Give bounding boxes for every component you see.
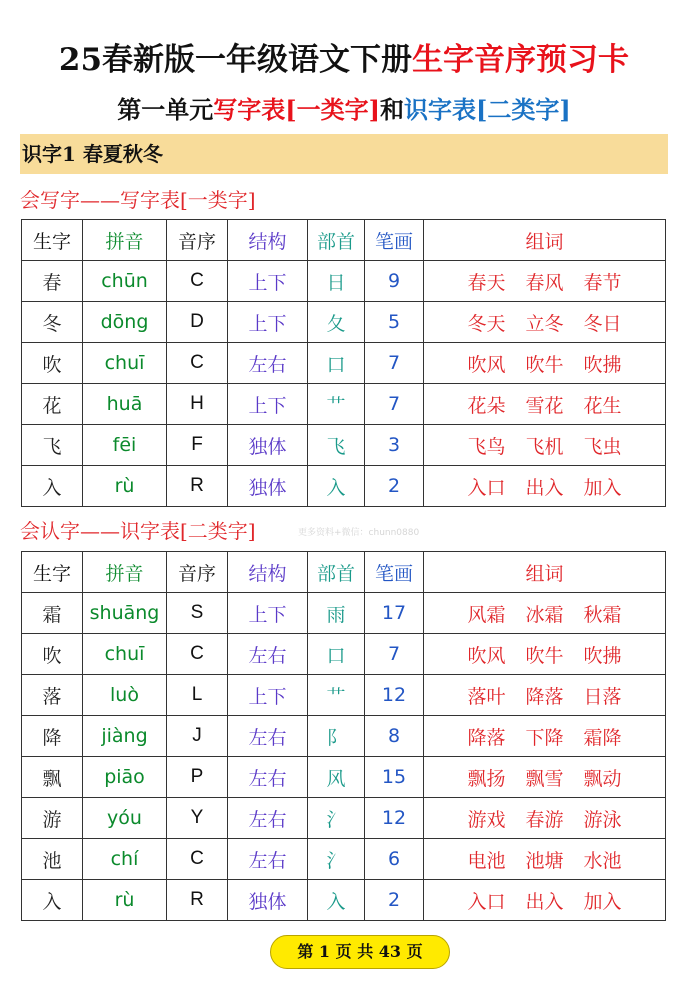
char-cell: 池 [22, 839, 83, 880]
order-cell: C [167, 839, 228, 880]
word-item: 飘雪 [525, 767, 564, 790]
lesson-heading: 识字1 春夏秋冬 [20, 134, 668, 174]
structure-cell: 左右 [228, 839, 308, 880]
strokes-cell: 2 [365, 466, 424, 507]
strokes-cell: 8 [365, 716, 424, 757]
words-cell [424, 384, 666, 425]
radical-cell: 夂 [308, 302, 365, 343]
words-cell [424, 425, 666, 466]
pinyin-cell: luò [83, 675, 167, 716]
pinyin-cell: rù [83, 880, 167, 921]
char-cell: 冬 [22, 302, 83, 343]
order-cell: D [167, 302, 228, 343]
header-pinyin: 拼音 [83, 552, 167, 593]
strokes-cell: 2 [365, 880, 424, 921]
header-order: 音序 [167, 552, 228, 593]
table-row [22, 675, 666, 716]
word-item: 花朵 [467, 394, 506, 417]
pinyin-cell: chí [83, 839, 167, 880]
word-item: 飘扬 [467, 767, 506, 790]
word-item: 落叶 [467, 685, 506, 708]
word-item: 春风 [525, 271, 564, 294]
table-row [22, 466, 666, 507]
table-row [22, 880, 666, 921]
radical-cell: 口 [308, 634, 365, 675]
word-item: 霜降 [583, 726, 622, 749]
word-item: 降落 [525, 685, 564, 708]
strokes-cell: 7 [365, 384, 424, 425]
header-order: 音序 [167, 220, 228, 261]
words-cell [424, 675, 666, 716]
word-item: 入口 [467, 890, 506, 913]
word-item: 游泳 [583, 808, 622, 831]
recognize-characters-table [21, 551, 666, 921]
word-item: 花生 [583, 394, 622, 417]
char-cell: 游 [22, 798, 83, 839]
table-header-row [22, 220, 666, 261]
word-item: 冰霜 [525, 603, 564, 626]
order-cell: H [167, 384, 228, 425]
words-cell [424, 798, 666, 839]
word-item: 水池 [583, 849, 622, 872]
structure-cell: 上下 [228, 261, 308, 302]
words-cell [424, 839, 666, 880]
order-cell: R [167, 880, 228, 921]
word-item: 吹风 [467, 353, 506, 376]
order-cell: C [167, 343, 228, 384]
pinyin-cell: dōng [83, 302, 167, 343]
word-item: 下降 [525, 726, 564, 749]
radical-cell: 艹 [308, 384, 365, 425]
section-recognize-label: 会认字——识字表[二类字] [20, 519, 256, 543]
subtitle-recognize-table: 识字表[二类字] [404, 95, 571, 124]
words-cell [424, 880, 666, 921]
structure-cell: 左右 [228, 343, 308, 384]
word-item: 吹拂 [583, 353, 622, 376]
word-item: 游戏 [467, 808, 506, 831]
word-item: 立冬 [525, 312, 564, 335]
words-cell [424, 302, 666, 343]
order-cell: Y [167, 798, 228, 839]
pinyin-cell: shuāng [83, 593, 167, 634]
order-cell: J [167, 716, 228, 757]
table-row [22, 425, 666, 466]
word-item: 春游 [525, 808, 564, 831]
char-cell: 入 [22, 466, 83, 507]
structure-cell: 独体 [228, 880, 308, 921]
page-title-red: 生字音序预习卡 [412, 42, 630, 78]
header-char: 生字 [22, 552, 83, 593]
structure-cell: 上下 [228, 675, 308, 716]
pinyin-cell: chuī [83, 343, 167, 384]
page-subtitle [0, 90, 688, 125]
word-item: 飞虫 [583, 435, 622, 458]
order-cell: R [167, 466, 228, 507]
table-row [22, 716, 666, 757]
strokes-cell: 5 [365, 302, 424, 343]
pinyin-cell: fēi [83, 425, 167, 466]
table-row [22, 302, 666, 343]
words-cell [424, 261, 666, 302]
header-radical: 部首 [308, 220, 365, 261]
char-cell: 吹 [22, 343, 83, 384]
char-cell: 降 [22, 716, 83, 757]
word-item: 吹牛 [525, 644, 564, 667]
structure-cell: 左右 [228, 757, 308, 798]
header-char: 生字 [22, 220, 83, 261]
word-item: 秋霜 [583, 603, 622, 626]
strokes-cell: 12 [365, 798, 424, 839]
word-item: 出入 [525, 890, 564, 913]
table-row [22, 798, 666, 839]
table-row [22, 593, 666, 634]
char-cell: 吹 [22, 634, 83, 675]
strokes-cell: 7 [365, 634, 424, 675]
pinyin-cell: huā [83, 384, 167, 425]
order-cell: S [167, 593, 228, 634]
pinyin-cell: rù [83, 466, 167, 507]
order-cell: F [167, 425, 228, 466]
strokes-cell: 3 [365, 425, 424, 466]
char-cell: 春 [22, 261, 83, 302]
header-words: 组词 [424, 220, 666, 261]
header-strokes: 笔画 [365, 552, 424, 593]
order-cell: C [167, 261, 228, 302]
strokes-cell: 9 [365, 261, 424, 302]
table-row [22, 839, 666, 880]
words-cell [424, 757, 666, 798]
header-structure: 结构 [228, 220, 308, 261]
strokes-cell: 17 [365, 593, 424, 634]
strokes-cell: 12 [365, 675, 424, 716]
word-item: 吹风 [467, 644, 506, 667]
structure-cell: 上下 [228, 384, 308, 425]
radical-cell: 飞 [308, 425, 365, 466]
radical-cell: 艹 [308, 675, 365, 716]
strokes-cell: 15 [365, 757, 424, 798]
words-cell [424, 716, 666, 757]
word-item: 加入 [583, 890, 622, 913]
header-pinyin: 拼音 [83, 220, 167, 261]
word-item: 吹拂 [583, 644, 622, 667]
pinyin-cell: chūn [83, 261, 167, 302]
words-cell [424, 343, 666, 384]
word-item: 飘动 [583, 767, 622, 790]
words-cell [424, 466, 666, 507]
order-cell: C [167, 634, 228, 675]
char-cell: 飘 [22, 757, 83, 798]
word-item: 出入 [525, 476, 564, 499]
header-strokes: 笔画 [365, 220, 424, 261]
char-cell: 花 [22, 384, 83, 425]
structure-cell: 左右 [228, 798, 308, 839]
watermark: 更多资料+微信：chunn0880 [298, 528, 420, 538]
word-item: 池塘 [525, 849, 564, 872]
table-row [22, 384, 666, 425]
pinyin-cell: chuī [83, 634, 167, 675]
pinyin-cell: yóu [83, 798, 167, 839]
header-structure: 结构 [228, 552, 308, 593]
word-item: 雪花 [525, 394, 564, 417]
word-item: 降落 [467, 726, 506, 749]
subtitle-and: 和 [380, 95, 404, 124]
structure-cell: 左右 [228, 716, 308, 757]
table-header-row [22, 552, 666, 593]
word-item: 飞机 [525, 435, 564, 458]
words-cell [424, 593, 666, 634]
word-item: 飞鸟 [467, 435, 506, 458]
word-item: 吹牛 [525, 353, 564, 376]
radical-cell: 入 [308, 880, 365, 921]
strokes-cell: 6 [365, 839, 424, 880]
word-item: 春天 [467, 271, 506, 294]
structure-cell: 上下 [228, 593, 308, 634]
radical-cell: 口 [308, 343, 365, 384]
strokes-cell: 7 [365, 343, 424, 384]
header-radical: 部首 [308, 552, 365, 593]
pinyin-cell: piāo [83, 757, 167, 798]
structure-cell: 左右 [228, 634, 308, 675]
char-cell: 落 [22, 675, 83, 716]
write-characters-table [21, 219, 666, 507]
header-words: 组词 [424, 552, 666, 593]
page-title-black: 25春新版一年级语文下册 [58, 42, 413, 78]
radical-cell: 入 [308, 466, 365, 507]
radical-cell: 氵 [308, 798, 365, 839]
structure-cell: 独体 [228, 466, 308, 507]
page-title [0, 34, 688, 79]
page-number-badge: 第 1 页 共 43 页 [270, 935, 450, 969]
order-cell: L [167, 675, 228, 716]
word-item: 电池 [467, 849, 506, 872]
table-row [22, 343, 666, 384]
radical-cell: 雨 [308, 593, 365, 634]
radical-cell: 日 [308, 261, 365, 302]
word-item: 加入 [583, 476, 622, 499]
subtitle-write-table: 写字表[一类字] [213, 95, 380, 124]
words-cell [424, 634, 666, 675]
pinyin-cell: jiàng [83, 716, 167, 757]
word-item: 冬日 [583, 312, 622, 335]
word-item: 日落 [583, 685, 622, 708]
order-cell: P [167, 757, 228, 798]
table-row [22, 261, 666, 302]
word-item: 春节 [583, 271, 622, 294]
table-row [22, 634, 666, 675]
word-item: 入口 [467, 476, 506, 499]
char-cell: 入 [22, 880, 83, 921]
radical-cell: 阝 [308, 716, 365, 757]
structure-cell: 上下 [228, 302, 308, 343]
word-item: 风霜 [467, 603, 506, 626]
char-cell: 飞 [22, 425, 83, 466]
structure-cell: 独体 [228, 425, 308, 466]
section-write-label: 会写字——写字表[一类字] [20, 188, 256, 212]
table-row [22, 757, 666, 798]
subtitle-unit: 第一单元 [117, 95, 214, 124]
radical-cell: 风 [308, 757, 365, 798]
word-item: 冬天 [467, 312, 506, 335]
radical-cell: 氵 [308, 839, 365, 880]
char-cell: 霜 [22, 593, 83, 634]
